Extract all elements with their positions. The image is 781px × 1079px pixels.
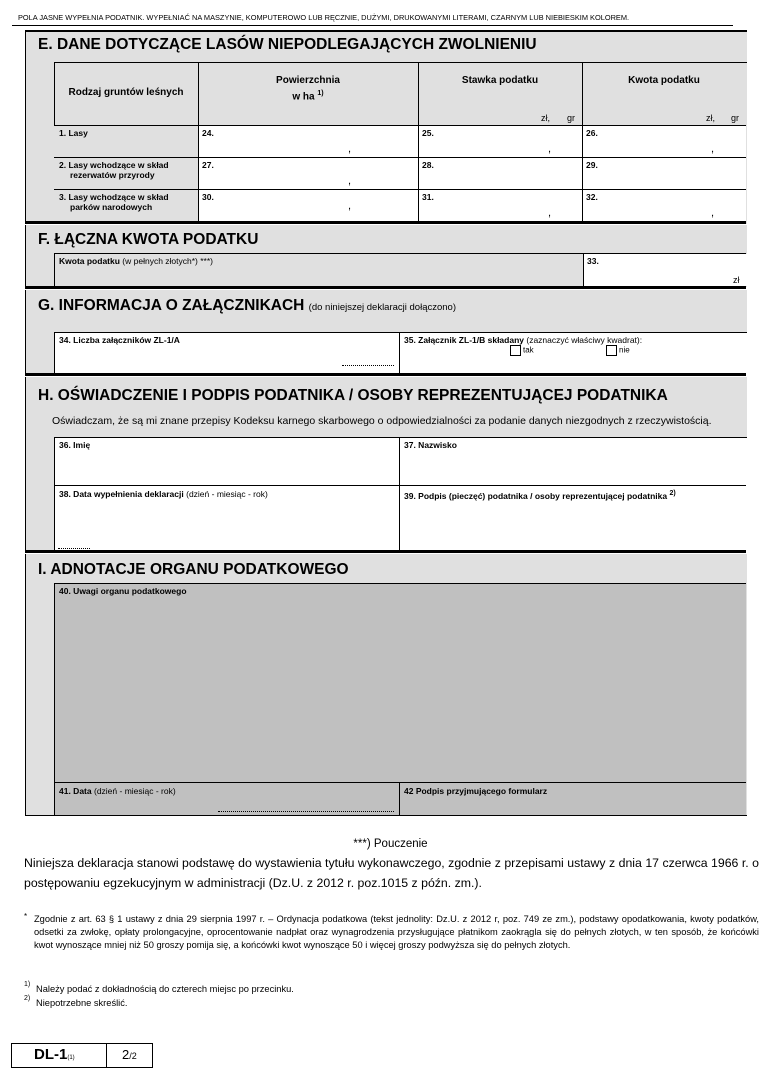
section-f-title: F. ŁĄCZNA KWOTA PODATKU (38, 231, 259, 248)
field-31-label: 31. (422, 192, 434, 202)
form-code-text: DL-1 (34, 1046, 68, 1063)
top-rule (12, 25, 733, 26)
rate-unit-gr: gr (567, 113, 576, 123)
section-i-mid-line (54, 782, 746, 783)
section-e-title: E. DANE DOTYCZĄCE LASÓW NIEPODLEGAJĄCYCH ZWOLNIENIU (38, 36, 537, 53)
field-30-label: 30. (202, 192, 214, 202)
field-41-dots (218, 811, 394, 812)
field-33-label: 33. (587, 256, 599, 266)
comma-27: , (348, 175, 352, 187)
row-1-label: 1. Lasy (59, 128, 88, 138)
section-h-title: H. OŚWIADCZENIE I PODPIS PODATNIKA / OSOBY REPREZENTUJĄCEJ PODATNIKA (38, 387, 668, 404)
section-i-divider (399, 782, 400, 816)
comma-26: , (711, 143, 715, 155)
field-38-label[interactable] (59, 489, 268, 499)
col-rate-header: Stawka podatku (461, 75, 539, 86)
field-39-label[interactable] (404, 489, 676, 501)
page-number (122, 1047, 137, 1062)
field-38-note: (dzień - miesiąc - rok) (186, 489, 268, 499)
field-38-title: 38. Data wypełnienia deklaracji (59, 489, 184, 499)
fn2-mark: 2) (24, 995, 31, 1002)
section-g-divider (399, 332, 400, 374)
field-36-label[interactable]: 36. Imię (59, 440, 91, 450)
footer-divider (106, 1043, 107, 1068)
col-area-line2: w ha (292, 91, 315, 103)
section-h-divider (399, 437, 400, 551)
field-35-label (404, 335, 642, 345)
field-24[interactable] (199, 126, 418, 157)
comma-24: , (348, 143, 352, 155)
field-29-label: 29. (586, 160, 598, 170)
comma-25: , (548, 143, 552, 155)
form-version: (1) (67, 1055, 75, 1061)
option-no[interactable] (606, 345, 630, 356)
pouczenie-title: ***) Pouczenie (353, 838, 428, 850)
field-27[interactable] (199, 158, 418, 189)
field-24-label: 24. (202, 128, 214, 138)
field-34-label[interactable]: 34. Liczba załączników ZL-1/A (59, 335, 180, 345)
field-42-label: 42 Podpis przyjmującego formularz (404, 786, 548, 796)
field-32[interactable] (583, 190, 746, 221)
field-37-label[interactable]: 37. Nazwisko (404, 440, 457, 450)
fn1-mark: 1) (24, 981, 31, 988)
field-39-title: 39. Podpis (pieczęć) podatnika / osoby reprezentującej podatnika (404, 490, 668, 501)
field-41-note: (dzień - miesiąc - rok) (93, 786, 176, 796)
option-yes[interactable] (510, 345, 534, 356)
amount-unit-gr: gr (731, 113, 740, 123)
field-35-note: (zaznaczyć właściwy kwadrat): (526, 335, 643, 345)
field-34-dots[interactable] (342, 365, 394, 366)
star-footnote: Zgodnie z art. 63 § 1 ustawy z dnia 29 sierpnia 1997 r. – Ordynacja podatkowa (tekst jednolity: Dz.U. z 2012 r, poz. 749 ze zm.), podstawy opodatkowania, kwoty podatków, odsetki za zwłokę, opłaty prolongacyjne, oprocentowanie nadpłat oraz wynagrodzenia przysługujące płatnikom zaokrągla się do pełnych złotych, w ten sposób, że końcówki kwot wynoszące mniej niż 50 groszy pomija się, a końcówki kwot wynoszące 50 i więcej groszy podwyższa się do pełnych złotych. (34, 914, 759, 950)
form-code (34, 1046, 75, 1063)
field-27-label: 27. (202, 160, 214, 170)
checkbox-yes-icon[interactable] (510, 345, 521, 356)
star-mark: * (24, 912, 28, 921)
rate-unit-zl: zł, (541, 113, 550, 123)
field-40-label: 40. Uwagi organu podatkowego (59, 586, 187, 596)
field-28-label: 28. (422, 160, 434, 170)
section-h-statement: Oświadczam, że są mi znane przepisy Kodeksu karnego skarbowego o odpowiedzialności za podanie danych niezgodnych z rzeczywistością. (52, 415, 712, 427)
col-area-sup: 1) (317, 90, 324, 97)
section-g-title-text: G. INFORMACJA O ZAŁĄCZNIKACH (38, 297, 305, 314)
field-25[interactable] (419, 126, 582, 157)
page-num: 2 (122, 1047, 130, 1062)
field-31[interactable] (419, 190, 582, 221)
pouczenie-text: Niniejsza deklaracja stanowi podstawę do wystawienia tytułu wykonawczego, zgodnie z przepisami ustawy z dnia 17 czerwca 1966 r. o postępowaniu egzekucyjnym w administracji (Dz.U. z 2012 r. poz.1015 z późn. zm.). (24, 856, 759, 890)
field-32-label: 32. (586, 192, 598, 202)
col-type-header: Rodzaj gruntów leśnych (68, 87, 184, 98)
top-note: POLA JASNE WYPEŁNIA PODATNIK. WYPEŁNIAĆ NA MASZYNIE, KOMPUTEROWO LUB RĘCZNIE, DUŻYMI, DRUKOWANYMI LITERAMI, CZARNYM LUB NIEBIESKIM KOLOREM. (18, 13, 630, 22)
field-28[interactable] (419, 158, 582, 189)
tax-amount-note: (w pełnych złotych*) ***) (122, 256, 213, 266)
field-39-sup: 2) (669, 490, 676, 497)
page-total: /2 (129, 1051, 137, 1061)
field-33[interactable] (583, 254, 747, 286)
section-i-title: I. ADNOTACJE ORGANU PODATKOWEGO (38, 561, 349, 578)
checkbox-no-icon[interactable] (606, 345, 617, 356)
section-h-mid-line (54, 485, 746, 486)
col-area-header (198, 76, 418, 102)
field-41-title: 41. Data (59, 786, 92, 796)
row-3-label2: parków narodowych (70, 202, 153, 212)
option-yes-label: tak (523, 345, 534, 355)
field-26[interactable] (583, 126, 746, 157)
row-2-label: 2. Lasy wchodzące w skład (59, 160, 169, 170)
field-30[interactable] (199, 190, 418, 221)
fn2-text: Niepotrzebne skreślić. (36, 998, 128, 1008)
section-f-label (59, 256, 213, 266)
comma-32: , (711, 207, 715, 219)
col-area-line1: Powierzchnia (276, 75, 340, 86)
field-38-dots[interactable] (58, 548, 90, 549)
comma-30: , (348, 200, 352, 212)
section-f-left-line (54, 253, 55, 286)
row-2-label2: rezerwatów przyrody (70, 170, 155, 180)
field-33-unit: zł (733, 275, 740, 285)
field-29[interactable] (583, 158, 746, 189)
field-41-label (59, 786, 176, 796)
section-i-bottom-rule (25, 815, 747, 816)
section-g-title-note: (do niniejszej deklaracji dołączono) (308, 302, 457, 313)
comma-31: , (548, 207, 552, 219)
tax-amount-label: Kwota podatku (59, 256, 120, 266)
field-26-label: 26. (586, 128, 598, 138)
field-25-label: 25. (422, 128, 434, 138)
col-amount-header: Kwota podatku (628, 75, 700, 86)
fn1-text: Należy podać z dokładnością do czterech miejsc po przecinku. (36, 984, 294, 994)
row-3-label: 3. Lasy wchodzące w skład (59, 192, 169, 202)
field-35-title: 35. Załącznik ZL-1/B składany (404, 335, 524, 345)
option-no-label: nie (619, 345, 630, 355)
amount-unit-zl: zł, (706, 113, 715, 123)
section-g-title (38, 297, 456, 315)
